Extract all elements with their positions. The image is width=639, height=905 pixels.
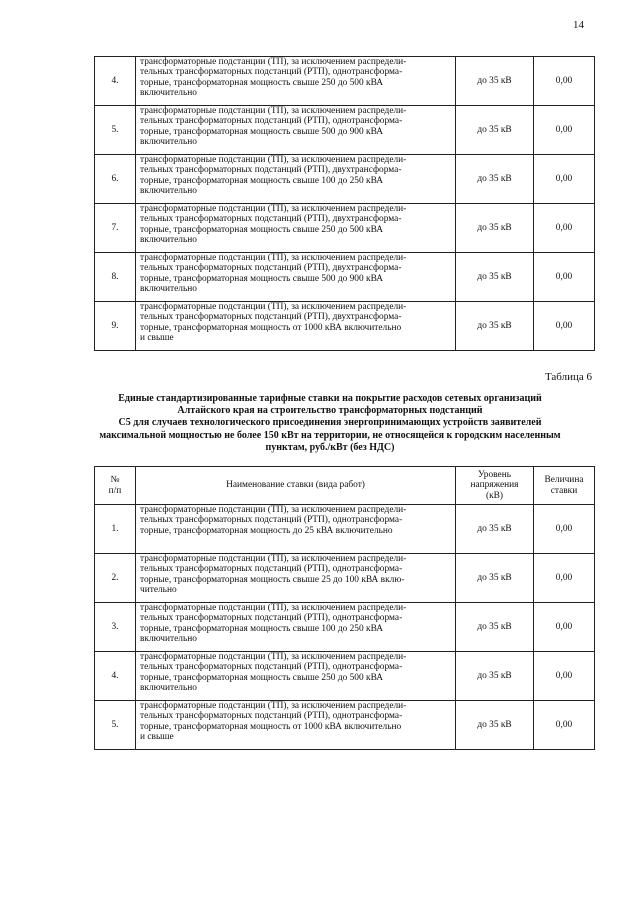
row-description-line: включительно	[140, 634, 197, 645]
table-row	[95, 204, 595, 253]
row-description-line: торные, трансформаторная мощность от 1000 кВА включительно	[140, 721, 402, 732]
row-description	[136, 554, 456, 603]
row-description	[136, 106, 456, 155]
row-description-line: тельных трансформаторных подстанций (РТП), однотрансформа-	[140, 67, 403, 78]
row-description-line: трансформаторные подстанции (ТП), за исключением распредели-	[140, 505, 407, 515]
row-voltage: до 35 кВ	[456, 253, 534, 302]
row-description-line: торные, трансформаторная мощность свыше 250 до 500 кВА	[140, 224, 384, 235]
page-number: 14	[573, 19, 584, 31]
row-voltage: до 35 кВ	[456, 554, 534, 603]
row-value: 0,00	[534, 57, 595, 106]
row-description-line: торные, трансформаторная мощность от 1000 кВА включительно	[140, 322, 402, 333]
header-num-line: п/п	[108, 485, 122, 496]
row-value: 0,00	[534, 106, 595, 155]
row-value: 0,00	[534, 302, 595, 351]
header-value	[534, 467, 595, 505]
table-title-line: максимальной мощностью не более 150 кВт на территории, не относящейся к городским населенным	[99, 429, 561, 441]
row-voltage: до 35 кВ	[456, 155, 534, 204]
tariff-table-6-body	[95, 505, 595, 750]
row-description	[136, 155, 456, 204]
row-value: 0,00	[534, 652, 595, 701]
row-description-line: трансформаторные подстанции (ТП), за исключением распредели-	[140, 701, 407, 711]
row-description-line: трансформаторные подстанции (ТП), за исключением распредели-	[140, 253, 407, 263]
table-row	[95, 603, 595, 652]
row-number: 1.	[95, 505, 136, 554]
row-voltage: до 35 кВ	[456, 652, 534, 701]
row-number: 3.	[95, 603, 136, 652]
row-description-line: трансформаторные подстанции (ТП), за исключением распредели-	[140, 57, 407, 67]
table-title-line: Алтайского края на строительство трансформаторных подстанций	[177, 405, 483, 417]
table-row	[95, 106, 595, 155]
row-description	[136, 505, 456, 554]
row-description-line: тельных трансформаторных подстанций (РТП), однотрансформа-	[140, 515, 403, 526]
row-voltage: до 35 кВ	[456, 505, 534, 554]
row-description	[136, 603, 456, 652]
table-row	[95, 253, 595, 302]
row-description-line: трансформаторные подстанции (ТП), за исключением распредели-	[140, 155, 407, 165]
header-name: Наименование ставки (вида работ)	[136, 467, 456, 505]
row-description-line: тельных трансформаторных подстанций (РТП), двухтрансформа-	[140, 263, 402, 274]
header-num	[95, 467, 136, 505]
row-voltage: до 35 кВ	[456, 106, 534, 155]
row-voltage: до 35 кВ	[456, 57, 534, 106]
row-number: 8.	[95, 253, 136, 302]
row-description	[136, 253, 456, 302]
table-header-row	[95, 467, 595, 505]
row-description-line: тельных трансформаторных подстанций (РТП), однотрансформа-	[140, 662, 403, 673]
row-description-line: торные, трансформаторная мощность свыше 250 до 500 кВА	[140, 77, 384, 88]
row-description-line: трансформаторные подстанции (ТП), за исключением распредели-	[140, 106, 407, 116]
header-voltage-line: напряжения	[470, 480, 519, 491]
row-description-line: трансформаторные подстанции (ТП), за исключением распредели-	[140, 652, 407, 662]
row-value: 0,00	[534, 554, 595, 603]
table-row	[95, 554, 595, 603]
table-title	[60, 393, 600, 454]
row-description	[136, 302, 456, 351]
row-value: 0,00	[534, 505, 595, 554]
row-number: 9.	[95, 302, 136, 351]
row-description-line: трансформаторные подстанции (ТП), за исключением распредели-	[140, 554, 407, 564]
row-description-line: тельных трансформаторных подстанций (РТП), однотрансформа-	[140, 613, 403, 624]
table-row	[95, 155, 595, 204]
row-description	[136, 701, 456, 750]
row-description-line: торные, трансформаторная мощность свыше 250 до 500 кВА	[140, 672, 384, 683]
row-voltage: до 35 кВ	[456, 701, 534, 750]
table-row	[95, 505, 595, 554]
table-caption: Таблица 6	[544, 371, 592, 383]
row-description-line: включительно	[140, 186, 197, 197]
row-description-line: тельных трансформаторных подстанций (РТП), однотрансформа-	[140, 116, 403, 127]
row-description-line: включительно	[140, 284, 197, 295]
tariff-table-continued-body	[95, 57, 595, 351]
row-value: 0,00	[534, 253, 595, 302]
row-value: 0,00	[534, 603, 595, 652]
row-description-line: тельных трансформаторных подстанций (РТП), двухтрансформа-	[140, 165, 402, 176]
row-description-line: торные, трансформаторная мощность свыше 100 до 250 кВА	[140, 175, 384, 186]
row-description-line: включительно	[140, 683, 197, 694]
row-voltage: до 35 кВ	[456, 204, 534, 253]
row-number: 7.	[95, 204, 136, 253]
row-number: 5.	[95, 106, 136, 155]
row-number: 4.	[95, 652, 136, 701]
header-voltage-line: Уровень	[477, 469, 511, 480]
row-value: 0,00	[534, 155, 595, 204]
row-description-line: включительно	[140, 137, 197, 148]
table-title-line: С5 для случаев технологического присоединения энергопринимающих устройств заявителей	[118, 417, 542, 429]
table-row	[95, 302, 595, 351]
row-number: 5.	[95, 701, 136, 750]
row-description	[136, 57, 456, 106]
row-description-line: тельных трансформаторных подстанций (РТП), однотрансформа-	[140, 564, 403, 575]
header-voltage	[456, 467, 534, 505]
row-description	[136, 204, 456, 253]
row-description-line: тельных трансформаторных подстанций (РТП), двухтрансформа-	[140, 214, 402, 225]
row-value: 0,00	[534, 701, 595, 750]
row-description-line: торные, трансформаторная мощность свыше 500 до 900 кВА	[140, 126, 384, 137]
row-description-line: трансформаторные подстанции (ТП), за исключением распредели-	[140, 302, 407, 312]
row-description-line: торные, трансформаторная мощность свыше 500 до 900 кВА	[140, 273, 384, 284]
table-title-line: Единые стандартизированные тарифные ставки на покрытие расходов сетевых организаций	[118, 393, 542, 404]
table-row	[95, 701, 595, 750]
header-value-line: Величина	[544, 475, 584, 486]
header-voltage-line: (кВ)	[485, 490, 504, 501]
row-description-line: торные, трансформаторная мощность свыше 25 до 100 кВА вклю-	[140, 574, 405, 585]
row-description-line: и свыше	[140, 333, 174, 344]
row-number: 2.	[95, 554, 136, 603]
row-voltage: до 35 кВ	[456, 603, 534, 652]
row-description-line: чительно	[140, 585, 177, 596]
header-value-line: ставки	[550, 485, 578, 496]
row-description-line: торные, трансформаторная мощность свыше 100 до 250 кВА	[140, 623, 384, 634]
row-description	[136, 652, 456, 701]
header-num-line: №	[110, 475, 120, 486]
row-description-line: и свыше	[140, 732, 174, 743]
row-number: 6.	[95, 155, 136, 204]
row-description-line: трансформаторные подстанции (ТП), за исключением распредели-	[140, 603, 407, 613]
tariff-table-6	[94, 466, 595, 750]
table-row	[95, 57, 595, 106]
tariff-table-continued	[94, 56, 595, 351]
row-description-line: тельных трансформаторных подстанций (РТП), двухтрансформа-	[140, 312, 402, 323]
row-voltage: до 35 кВ	[456, 302, 534, 351]
row-description-line: торные, трансформаторная мощность до 25 кВА включительно	[140, 525, 393, 536]
table-row	[95, 652, 595, 701]
row-value: 0,00	[534, 204, 595, 253]
row-description-line: трансформаторные подстанции (ТП), за исключением распредели-	[140, 204, 407, 214]
row-description-line: тельных трансформаторных подстанций (РТП), однотрансформа-	[140, 711, 403, 722]
table-title-line: пунктам, руб./кВт (без НДС)	[265, 441, 395, 453]
row-description-line: включительно	[140, 88, 197, 99]
row-description-line: включительно	[140, 235, 197, 246]
row-number: 4.	[95, 57, 136, 106]
